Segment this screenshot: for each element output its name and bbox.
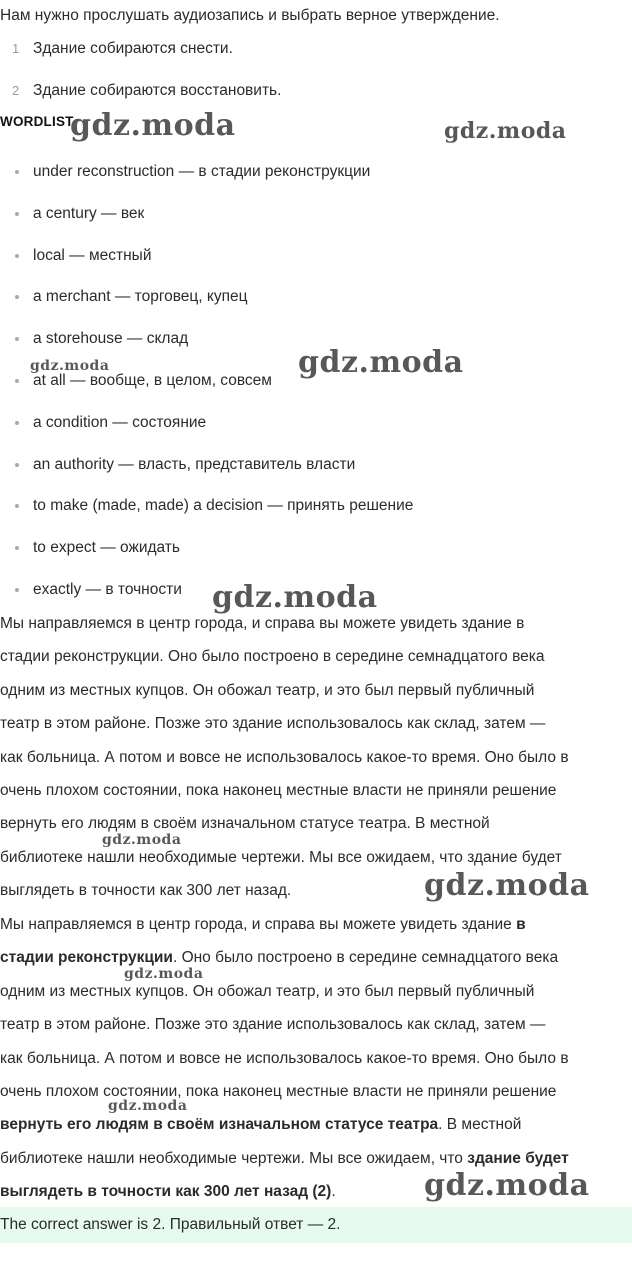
- bold-text: стадии реконструкции: [0, 949, 173, 967]
- paragraph-line: [0, 1108, 628, 1141]
- correct-answer-banner: The correct answer is 2. Правильный ответ — 2.: [0, 1207, 632, 1243]
- choice-item: [0, 38, 281, 80]
- bullet-icon: [0, 536, 33, 558]
- bullet-icon: [0, 285, 33, 307]
- wordlist-item-text: an authority — власть, представитель власти: [33, 455, 356, 473]
- wordlist-item: [0, 453, 413, 495]
- plain-text: библиотеке нашли необходимые чертежи. Мы все ожидаем, что: [0, 1149, 468, 1167]
- wordlist-item: [0, 369, 413, 411]
- wordlist-item: [0, 244, 413, 286]
- choice-number: 1: [12, 41, 20, 56]
- paragraph-line: театр в этом районе. Позже это здание использовалось как склад, затем —: [0, 715, 546, 733]
- wordlist-item-text: local — местный: [33, 246, 152, 264]
- watermark: gdz.moda: [30, 358, 110, 374]
- bullet-icon: [0, 244, 33, 266]
- watermark: gdz.moda: [424, 1168, 590, 1203]
- wordlist-item-text: to make (made, made) a decision — принять решение: [33, 497, 414, 515]
- watermark: gdz.moda: [424, 868, 590, 903]
- watermark: gdz.moda: [212, 580, 378, 615]
- bold-text: здание будет: [467, 1149, 569, 1167]
- paragraph-line: очень плохом состоянии, пока наконец местные власти не приняли решение: [0, 1082, 557, 1100]
- wordlist-item-text: exactly — в точности: [33, 580, 182, 598]
- bullet-icon: [0, 202, 33, 224]
- plain-text: . Оно было построено в середине семнадцатого века: [172, 949, 559, 967]
- task-instruction: Нам нужно прослушать аудиозапись и выбрать верное утверждение.: [0, 7, 500, 24]
- paragraph-line: как больница. А потом и вовсе не использовалось какое-то время. Оно было в: [0, 1049, 569, 1067]
- wordlist-item-text: a condition — состояние: [33, 413, 207, 431]
- bullet-icon: [0, 160, 33, 182]
- watermark: gdz.moda: [124, 966, 204, 982]
- highlighted-paragraph: [0, 908, 628, 1209]
- translation-paragraph: [0, 607, 628, 908]
- wordlist-item: [0, 285, 413, 327]
- plain-text: . В местной: [438, 1116, 522, 1134]
- paragraph-line: вернуть его людям в своём изначальном статусе театра. В местной: [0, 815, 490, 833]
- watermark: gdz.moda: [444, 118, 567, 144]
- bullet-icon: [0, 494, 33, 516]
- paragraph-line: библиотеке нашли необходимые чертежи. Мы все ожидаем, что здание будет: [0, 848, 562, 866]
- answer-choices: [0, 38, 281, 122]
- choice-text: Здание собираются восстановить.: [33, 82, 282, 99]
- paragraph-line: одним из местных купцов. Он обожал театр, и это был первый публичный: [0, 681, 535, 699]
- watermark: gdz.moda: [70, 108, 236, 143]
- paragraph-line: [0, 941, 628, 974]
- wordlist-item: [0, 202, 413, 244]
- paragraph-line: Мы направляемся в центр города, и справа вы можете увидеть здание в: [0, 615, 525, 632]
- wordlist: [0, 160, 413, 620]
- bold-text: вернуть его людям в своём изначальном статусе театра: [0, 1116, 439, 1134]
- wordlist-item-text: a merchant — торговец, купец: [33, 288, 248, 306]
- wordlist-item-text: at all — вообще, в целом, совсем: [33, 371, 272, 389]
- bold-text: выглядеть в точности как 300 лет назад (2): [0, 1183, 332, 1201]
- wordlist-item-text: a storehouse — склад: [33, 330, 189, 348]
- paragraph-line: как больница. А потом и вовсе не использовалось какое-то время. Оно было в: [0, 748, 569, 766]
- wordlist-item-text: a century — век: [33, 204, 145, 222]
- bullet-icon: [0, 453, 33, 475]
- plain-text: .: [331, 1183, 336, 1201]
- paragraph-line: [0, 1142, 628, 1175]
- paragraph-line: [0, 1175, 628, 1208]
- wordlist-heading: WORDLIST: [0, 114, 74, 129]
- paragraph-line: стадии реконструкции. Оно было построено в середине семнадцатого века: [0, 648, 545, 666]
- watermark: gdz.moda: [102, 832, 182, 848]
- wordlist-item: [0, 160, 413, 202]
- watermark: gdz.moda: [108, 1098, 188, 1114]
- wordlist-item: [0, 327, 413, 369]
- plain-text: Мы направляемся в центр города, и справа вы можете увидеть здание: [0, 916, 517, 933]
- watermark: gdz.moda: [298, 345, 464, 380]
- bullet-icon: [0, 578, 33, 600]
- wordlist-item: [0, 411, 413, 453]
- paragraph-line: театр в этом районе. Позже это здание использовалось как склад, затем —: [0, 1016, 546, 1034]
- wordlist-item-text: under reconstruction — в стадии реконструкции: [33, 163, 371, 180]
- paragraph-line: выглядеть в точности как 300 лет назад.: [0, 882, 292, 900]
- choice-number: 2: [12, 83, 20, 98]
- wordlist-item: [0, 494, 413, 536]
- paragraph-line: очень плохом состоянии, пока наконец местные власти не приняли решение: [0, 781, 557, 799]
- bold-text: в: [516, 916, 526, 933]
- wordlist-item: [0, 536, 413, 578]
- choice-text: Здание собираются снести.: [33, 40, 233, 57]
- paragraph-line: одним из местных купцов. Он обожал театр, и это был первый публичный: [0, 982, 535, 1000]
- paragraph-line: [0, 908, 628, 941]
- bullet-icon: [0, 369, 33, 391]
- bullet-icon: [0, 327, 33, 349]
- wordlist-item-text: to expect — ожидать: [33, 539, 180, 557]
- bullet-icon: [0, 411, 33, 433]
